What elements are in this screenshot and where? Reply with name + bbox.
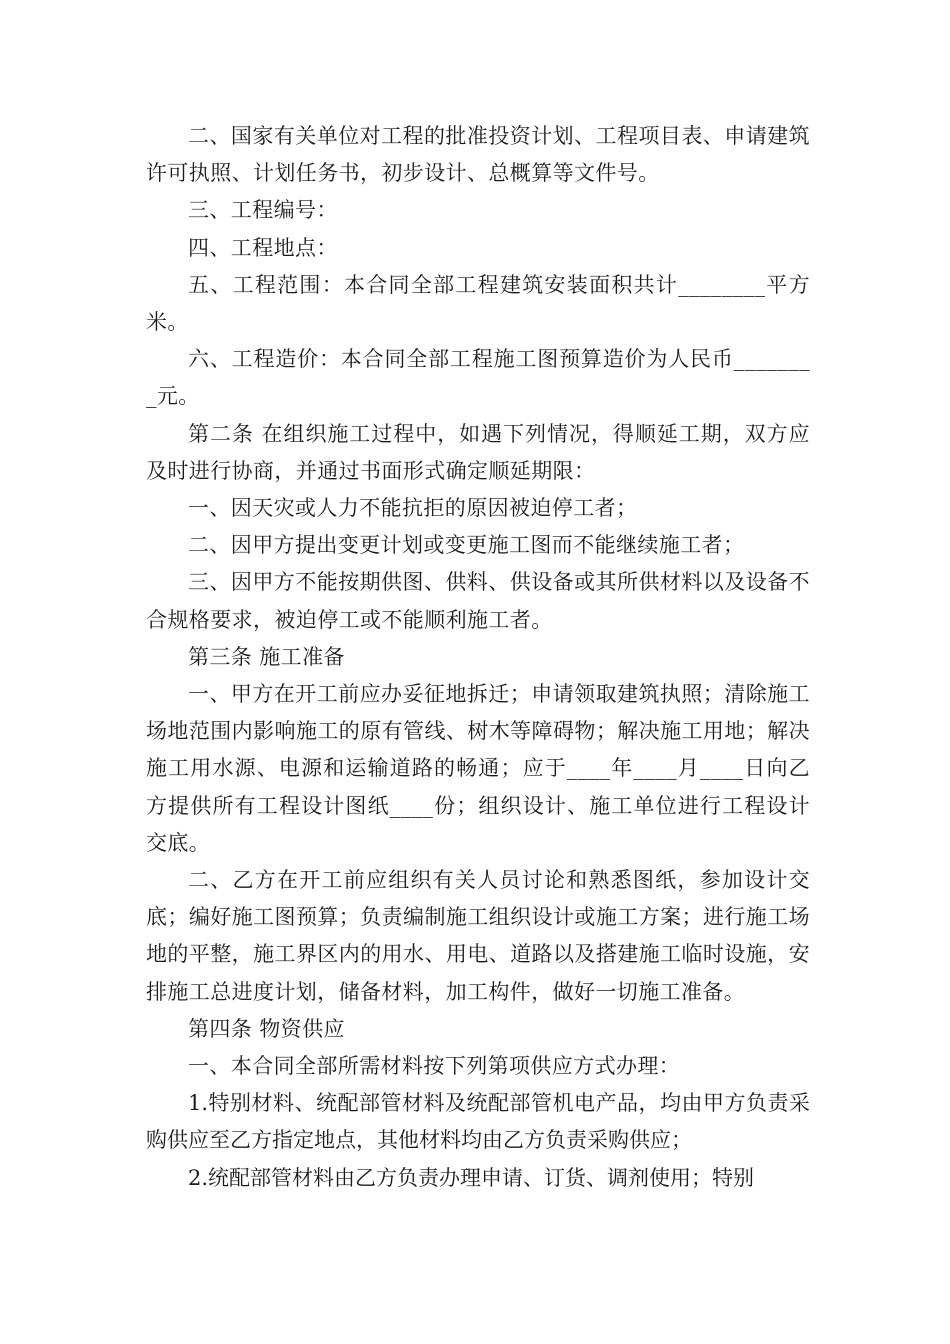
paragraph-supply-delay: 三、因甲方不能按期供图、供料、供设备或其所供材料以及设备不合规格要求，被迫停工或不能顺利施工者。 [146, 570, 810, 632]
heading-article-three: 第三条 施工准备 [188, 644, 345, 669]
paragraph-special-materials: 1.特别材料、统配部管材料及统配部管机电产品，均由甲方负责采购供应至乙方指定地点，其他材料均由乙方负责采购供应； [146, 1091, 810, 1153]
paragraph-article-two: 第二条 在组织施工过程中，如遇下列情况，得顺延工期，双方应及时进行协商，并通过书面形式确定顺延期限： [146, 421, 810, 483]
paragraph-project-location: 四、工程地点： [188, 235, 338, 260]
paragraph-party-b-preparation: 二、乙方在开工前应组织有关人员讨论和熟悉图纸，参加设计交底；编好施工图预算；负责编制施工组织设计或施工方案；进行施工场地的平整，施工界区内的用水、用电、道路以及搭建施工临时设施，安排施工总进度计划，储备材料，加工构件，做好一切施工准备。 [146, 868, 810, 1004]
document-page [146, 118, 810, 1197]
paragraph-force-majeure: 一、因天灾或人力不能抗拒的原因被迫停工者； [188, 496, 638, 521]
paragraph-approval-documents: 二、国家有关单位对工程的批准投资计划、工程项目表、申请建筑许可执照、计划任务书，初步设计、总概算等文件号。 [146, 124, 810, 186]
paragraph-party-a-preparation: 一、甲方在开工前应办妥征地拆迁；申请领取建筑执照；清除施工场地范围内影响施工的原有管线、树木等障碍物；解决施工用地；解决施工用水源、电源和运输道路的畅通；应于____年____月____日向乙方提供所有工程设计图纸____份；组织设计、施工单位进行工程设计交底。 [146, 682, 810, 855]
paragraph-allocated-materials: 2.统配部管材料由乙方负责办理申请、订货、调剂使用；特别 [188, 1165, 755, 1190]
paragraph-plan-change: 二、因甲方提出变更计划或变更施工图而不能继续施工者； [188, 533, 745, 558]
heading-article-four: 第四条 物资供应 [188, 1016, 345, 1041]
paragraph-materials-supply: 一、本合同全部所需材料按下列第项供应方式办理： [188, 1054, 681, 1079]
paragraph-project-scope: 五、工程范围：本合同全部工程建筑安装面积共计________平方米。 [146, 272, 810, 335]
paragraph-project-number: 三、工程编号： [188, 198, 338, 223]
paragraph-project-cost: 六、工程造价：本合同全部工程施工图预算造价为人民币________元。 [146, 347, 810, 409]
